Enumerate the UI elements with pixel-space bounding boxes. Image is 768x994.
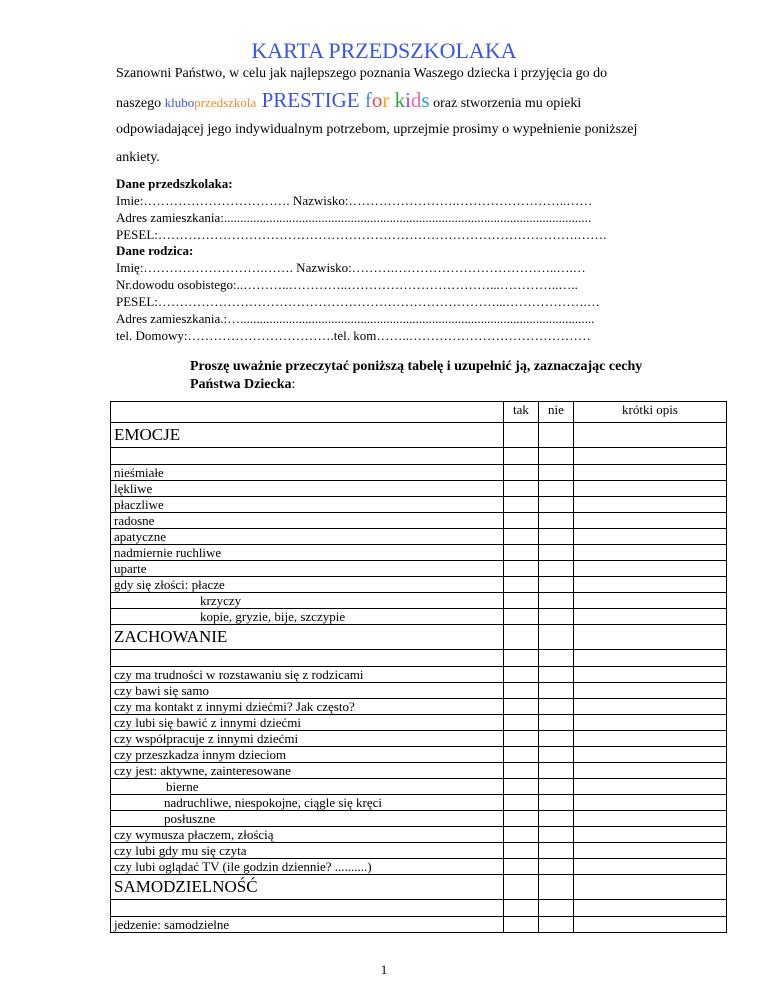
brand-przedszkola: przedszkola xyxy=(194,95,257,110)
description-cell[interactable] xyxy=(574,763,727,779)
nie-cell[interactable] xyxy=(539,481,574,497)
trait-label: czy ma trudności w rozstawaniu się z rodzicami xyxy=(111,667,504,683)
description-cell[interactable] xyxy=(574,731,727,747)
table-row xyxy=(111,465,727,481)
nie-cell[interactable] xyxy=(539,593,574,609)
nie-cell[interactable] xyxy=(539,875,574,900)
section-heading: EMOCJE xyxy=(111,423,504,448)
nie-cell[interactable] xyxy=(539,747,574,763)
description-cell[interactable] xyxy=(574,779,727,795)
table-row xyxy=(111,513,727,529)
table-header xyxy=(111,402,727,423)
instruction-note xyxy=(190,358,650,394)
nie-cell[interactable] xyxy=(539,683,574,699)
nie-cell[interactable] xyxy=(539,577,574,593)
description-cell[interactable] xyxy=(574,699,727,715)
description-cell[interactable] xyxy=(574,715,727,731)
tak-cell[interactable] xyxy=(504,763,539,779)
trait-label: jedzenie: samodzielne xyxy=(111,917,504,933)
description-cell[interactable] xyxy=(574,747,727,763)
table-row xyxy=(111,715,727,731)
description-cell[interactable] xyxy=(574,561,727,577)
nie-cell[interactable] xyxy=(539,465,574,481)
tak-cell[interactable] xyxy=(504,811,539,827)
nie-cell[interactable] xyxy=(539,917,574,933)
header-nie: nie xyxy=(539,402,574,423)
parent-pesel-field[interactable]: PESEL:……………………………………………………………………...……………….… xyxy=(116,294,600,309)
table-row xyxy=(111,545,727,561)
trait-label: lękliwe xyxy=(111,481,504,497)
description-cell[interactable] xyxy=(574,513,727,529)
description-cell[interactable] xyxy=(574,843,727,859)
nie-cell[interactable] xyxy=(539,827,574,843)
tak-cell[interactable] xyxy=(504,827,539,843)
tak-cell[interactable] xyxy=(504,650,539,667)
description-cell[interactable] xyxy=(574,811,727,827)
parent-id-field[interactable]: Nr.dowodu osobistego:..………..…………..……………………………...…………..….. xyxy=(116,277,578,292)
instruction-text: Proszę uważnie przeczytać poniższą tabelę i uzupełnić ją, zaznaczając cechy Państwa Dziecka xyxy=(190,359,643,392)
trait-label: czy ma kontakt z innymi dziećmi? Jak często? xyxy=(111,699,504,715)
table-row xyxy=(111,561,727,577)
tak-cell[interactable] xyxy=(504,497,539,513)
nie-cell[interactable] xyxy=(539,811,574,827)
trait-label: nadmiernie ruchliwe xyxy=(111,545,504,561)
trait-label xyxy=(111,650,504,667)
table-row xyxy=(111,497,727,513)
description-cell[interactable] xyxy=(574,529,727,545)
child-name-field[interactable]: Imie:……………………………. Nazwisko:…………………….……………………..…… xyxy=(116,193,593,208)
table-row xyxy=(111,811,727,827)
nie-cell[interactable] xyxy=(539,715,574,731)
trait-label: czy lubi gdy mu się czyta xyxy=(111,843,504,859)
tak-cell[interactable] xyxy=(504,715,539,731)
table-row xyxy=(111,795,727,811)
tak-cell[interactable] xyxy=(504,561,539,577)
nie-cell[interactable] xyxy=(539,423,574,448)
description-cell[interactable] xyxy=(574,667,727,683)
nie-cell[interactable] xyxy=(539,731,574,747)
header-description xyxy=(111,402,504,423)
trait-label: czy wymusza płaczem, złością xyxy=(111,827,504,843)
tak-cell[interactable] xyxy=(504,795,539,811)
trait-label: czy bawi się samo xyxy=(111,683,504,699)
brand-for-kids-letter: o xyxy=(371,88,383,112)
brand-for-kids-letter: r xyxy=(382,88,390,112)
description-cell[interactable] xyxy=(574,423,727,448)
brand-for-kids-letter: f xyxy=(364,88,372,112)
nie-cell[interactable] xyxy=(539,545,574,561)
table-spacer-row xyxy=(111,900,727,917)
trait-label: gdy się złości: płacze xyxy=(111,577,504,593)
table-row xyxy=(111,763,727,779)
trait-label: uparte xyxy=(111,561,504,577)
table-section-row xyxy=(111,625,727,650)
tak-cell[interactable] xyxy=(504,481,539,497)
tak-cell[interactable] xyxy=(504,747,539,763)
child-address-field[interactable]: Adres zamieszkania:................................................................................................................. xyxy=(116,210,592,225)
trait-label xyxy=(111,900,504,917)
page-number: 1 xyxy=(380,962,388,977)
intro-line-4: ankiety. xyxy=(116,150,160,165)
trait-label: radosne xyxy=(111,513,504,529)
description-cell[interactable] xyxy=(574,577,727,593)
nie-cell[interactable] xyxy=(539,513,574,529)
trait-label: krzyczy xyxy=(111,593,504,609)
intro-suffix: oraz stworzenia mu opieki xyxy=(429,96,582,111)
description-cell[interactable] xyxy=(574,859,727,875)
table-row xyxy=(111,827,727,843)
trait-label: nadruchliwe, niespokojne, ciągle się kręci xyxy=(111,795,504,811)
tak-cell[interactable] xyxy=(504,683,539,699)
table-row xyxy=(111,577,727,593)
table-row xyxy=(111,843,727,859)
table-row xyxy=(111,747,727,763)
table-row xyxy=(111,481,727,497)
nie-cell[interactable] xyxy=(539,900,574,917)
description-cell[interactable] xyxy=(574,545,727,561)
table-row xyxy=(111,593,727,609)
table-spacer-row xyxy=(111,448,727,465)
trait-label xyxy=(111,448,504,465)
intro-line-3: odpowiadającej jego indywidualnym potrzebom, uprzejmie prosimy o wypełnienie poniższej xyxy=(116,122,638,137)
brand-for-kids-letter: i xyxy=(405,88,411,112)
brand-for-kids-letter: k xyxy=(394,88,406,112)
nie-cell[interactable] xyxy=(539,795,574,811)
trait-label: bierne xyxy=(111,779,504,795)
traits-table xyxy=(110,401,727,933)
nie-cell[interactable] xyxy=(539,529,574,545)
nie-cell[interactable] xyxy=(539,561,574,577)
nie-cell[interactable] xyxy=(539,859,574,875)
table-row xyxy=(111,699,727,715)
nie-cell[interactable] xyxy=(539,843,574,859)
trait-label: apatyczne xyxy=(111,529,504,545)
nie-cell[interactable] xyxy=(539,779,574,795)
trait-label: czy lubi się bawić z innymi dziećmi xyxy=(111,715,504,731)
brand-for-kids-letter: d xyxy=(410,88,422,112)
tak-cell[interactable] xyxy=(504,609,539,625)
parent-name-field[interactable]: Imię:……………………….……. Nazwisko:……….………………………………..….… xyxy=(116,260,586,275)
tak-cell[interactable] xyxy=(504,513,539,529)
description-cell[interactable] xyxy=(574,650,727,667)
section-heading: ZACHOWANIE xyxy=(111,625,504,650)
description-cell[interactable] xyxy=(574,683,727,699)
parent-address-field[interactable]: Adres zamieszkania.:…............................................................................................................. xyxy=(116,311,595,326)
header-opis: krótki opis xyxy=(574,402,727,423)
description-cell[interactable] xyxy=(574,875,727,900)
child-data-heading: Dane przedszkolaka: xyxy=(116,176,233,191)
tak-cell[interactable] xyxy=(504,900,539,917)
tak-cell[interactable] xyxy=(504,423,539,448)
trait-label: czy przeszkadza innym dzieciom xyxy=(111,747,504,763)
table-row xyxy=(111,683,727,699)
tak-cell[interactable] xyxy=(504,529,539,545)
trait-label: posłuszne xyxy=(111,811,504,827)
brand-for-kids xyxy=(365,88,430,112)
header-tak: tak xyxy=(504,402,539,423)
description-cell[interactable] xyxy=(574,917,727,933)
nie-cell[interactable] xyxy=(539,609,574,625)
description-cell[interactable] xyxy=(574,625,727,650)
table-row xyxy=(111,779,727,795)
trait-label: nieśmiałe xyxy=(111,465,504,481)
section-heading: SAMODZIELNOŚĆ xyxy=(111,875,504,900)
instruction-colon: : xyxy=(291,377,296,392)
description-cell[interactable] xyxy=(574,497,727,513)
brand-for-kids-letter: s xyxy=(421,88,430,112)
page-title: KARTA PRZEDSZKOLAKA xyxy=(251,38,517,63)
tak-cell[interactable] xyxy=(504,625,539,650)
description-cell[interactable] xyxy=(574,448,727,465)
table-row xyxy=(111,917,727,933)
tak-cell[interactable] xyxy=(504,465,539,481)
parent-data-heading: Dane rodzica: xyxy=(116,243,194,258)
table-row xyxy=(111,731,727,747)
nie-cell[interactable] xyxy=(539,763,574,779)
description-cell[interactable] xyxy=(574,609,727,625)
table-spacer-row xyxy=(111,650,727,667)
description-cell[interactable] xyxy=(574,465,727,481)
trait-label: czy współpracuje z innymi dziećmi xyxy=(111,731,504,747)
table-section-row xyxy=(111,423,727,448)
description-cell[interactable] xyxy=(574,593,727,609)
table-section-row xyxy=(111,875,727,900)
table-row xyxy=(111,609,727,625)
nie-cell[interactable] xyxy=(539,650,574,667)
tak-cell[interactable] xyxy=(504,875,539,900)
tak-cell[interactable] xyxy=(504,699,539,715)
tak-cell[interactable] xyxy=(504,779,539,795)
description-cell[interactable] xyxy=(574,827,727,843)
tak-cell[interactable] xyxy=(504,731,539,747)
tak-cell[interactable] xyxy=(504,577,539,593)
tak-cell[interactable] xyxy=(504,545,539,561)
tak-cell[interactable] xyxy=(504,448,539,465)
nie-cell[interactable] xyxy=(539,497,574,513)
nie-cell[interactable] xyxy=(539,667,574,683)
nie-cell[interactable] xyxy=(539,448,574,465)
intro-prefix: naszego xyxy=(116,96,165,111)
intro-line-1: Szanowni Państwo, w celu jak najlepszego poznania Waszego dziecka i przyjęcia go do xyxy=(116,66,608,81)
intro-line-2 xyxy=(116,88,676,113)
table-row xyxy=(111,667,727,683)
brand-prestige: PRESTIGE xyxy=(256,88,365,112)
table-row xyxy=(111,859,727,875)
tak-cell[interactable] xyxy=(504,667,539,683)
trait-label: czy lubi oglądać TV (ile godzin dziennie? ..........) xyxy=(111,859,504,875)
trait-label: płaczliwe xyxy=(111,497,504,513)
description-cell[interactable] xyxy=(574,900,727,917)
child-pesel-field[interactable]: PESEL:…………………………………………………………………………………….……. xyxy=(116,227,607,242)
nie-cell[interactable] xyxy=(539,625,574,650)
description-cell[interactable] xyxy=(574,795,727,811)
description-cell[interactable] xyxy=(574,481,727,497)
tak-cell[interactable] xyxy=(504,593,539,609)
brand-klubo: klubo xyxy=(164,95,195,110)
phone-field[interactable]: tel. Domowy:…………………………….tel. kom……..…………………………………… xyxy=(116,328,591,343)
trait-label: kopie, gryzie, bije, szczypie xyxy=(111,609,504,625)
table-row xyxy=(111,529,727,545)
trait-label: czy jest: aktywne, zainteresowane xyxy=(111,763,504,779)
tak-cell[interactable] xyxy=(504,917,539,933)
nie-cell[interactable] xyxy=(539,699,574,715)
tak-cell[interactable] xyxy=(504,843,539,859)
tak-cell[interactable] xyxy=(504,859,539,875)
